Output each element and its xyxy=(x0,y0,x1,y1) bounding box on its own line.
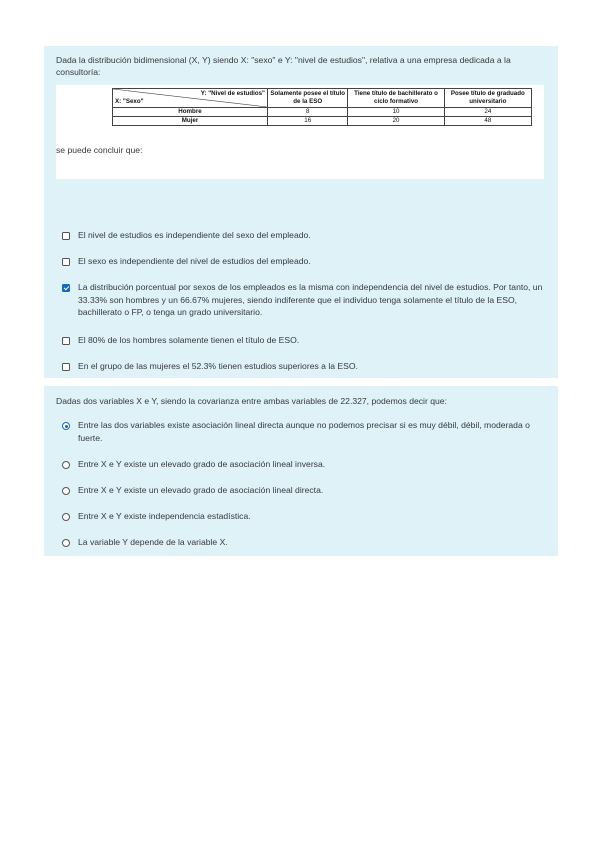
row-label: Hombre xyxy=(113,108,268,117)
option-label: Entre X e Y existe un elevado grado de asociación lineal directa. xyxy=(78,485,324,495)
table-row xyxy=(113,108,532,117)
column-header: Tiene título de bachillerato o ciclo formativo xyxy=(348,89,444,108)
table-cell: 16 xyxy=(268,117,348,126)
option-label: La distribución porcentual por sexos de los empleados es la misma con independencia del nivel de estudios. Por tanto, un 33.33% son hombres y un 66.67% mujeres, siendo indiferente que el individuo tenga solamente el título de la ESO, bachillerato o FP, o tenga un grado universitario. xyxy=(78,282,543,317)
corner-y-label: Y: "Nivel de estudios" xyxy=(200,90,265,97)
option-radio-selected[interactable] xyxy=(62,422,70,430)
option-label: El 80% de los hombres solamente tienen el título de ESO. xyxy=(78,335,300,345)
option-label: El nivel de estudios es independiente del sexo del empleado. xyxy=(78,230,311,240)
distribution-table-image xyxy=(56,85,544,179)
table-cell: 10 xyxy=(348,108,444,117)
option-label: Entre las dos variables existe asociación lineal directa aunque no podemos precisar si es muy débil, débil, moderada o fuerte. xyxy=(78,420,530,443)
answer-option[interactable] xyxy=(62,536,548,549)
table-cell: 8 xyxy=(268,108,348,117)
question-card-1 xyxy=(44,46,558,378)
distribution-table xyxy=(112,88,532,126)
question-card-2 xyxy=(44,386,558,556)
option-radio[interactable] xyxy=(62,539,70,547)
table-cell: 48 xyxy=(444,117,531,126)
option-checkbox-checked[interactable] xyxy=(62,284,70,292)
question-text: Dadas dos variables X e Y, siendo la covarianza entre ambas variables de 22.327, podemos decir que: xyxy=(56,396,447,406)
column-header: Posee título de graduado universitario xyxy=(444,89,531,108)
question-continuation-text: se puede concluir que: xyxy=(56,145,143,155)
answer-option-selected[interactable] xyxy=(62,281,548,319)
answer-option-selected[interactable] xyxy=(62,419,548,444)
table-corner-cell xyxy=(113,89,268,108)
option-radio[interactable] xyxy=(62,487,70,495)
answer-option[interactable] xyxy=(62,360,548,373)
option-checkbox[interactable] xyxy=(62,232,70,240)
option-label: Entre X e Y existe independencia estadística. xyxy=(78,511,251,521)
table-cell: 24 xyxy=(444,108,531,117)
answer-option[interactable] xyxy=(62,484,548,497)
row-label: Mujer xyxy=(113,117,268,126)
answer-option[interactable] xyxy=(62,334,548,347)
answer-option[interactable] xyxy=(62,458,548,471)
option-checkbox[interactable] xyxy=(62,258,70,266)
answer-option[interactable] xyxy=(62,255,548,268)
table-row xyxy=(113,117,532,126)
table-cell: 20 xyxy=(348,117,444,126)
option-radio[interactable] xyxy=(62,513,70,521)
option-checkbox[interactable] xyxy=(62,337,70,345)
corner-x-label: X: "Sexo" xyxy=(115,98,144,105)
option-label: En el grupo de las mujeres el 52.3% tienen estudios superiores a la ESO. xyxy=(78,361,358,371)
option-label: El sexo es independiente del nivel de estudios del empleado. xyxy=(78,256,311,266)
option-checkbox[interactable] xyxy=(62,363,70,371)
column-header: Solamente posee el título de la ESO xyxy=(268,89,348,108)
question-text: Dada la distribución bidimensional (X, Y) siendo X: "sexo" e Y: "nivel de estudios", relativa a una empresa dedicada a la consultoría: xyxy=(56,55,511,77)
option-label: Entre X e Y existe un elevado grado de asociación lineal inversa. xyxy=(78,459,326,469)
answer-option[interactable] xyxy=(62,229,548,242)
option-radio[interactable] xyxy=(62,461,70,469)
option-label: La variable Y depende de la variable X. xyxy=(78,537,228,547)
answer-option[interactable] xyxy=(62,510,548,523)
